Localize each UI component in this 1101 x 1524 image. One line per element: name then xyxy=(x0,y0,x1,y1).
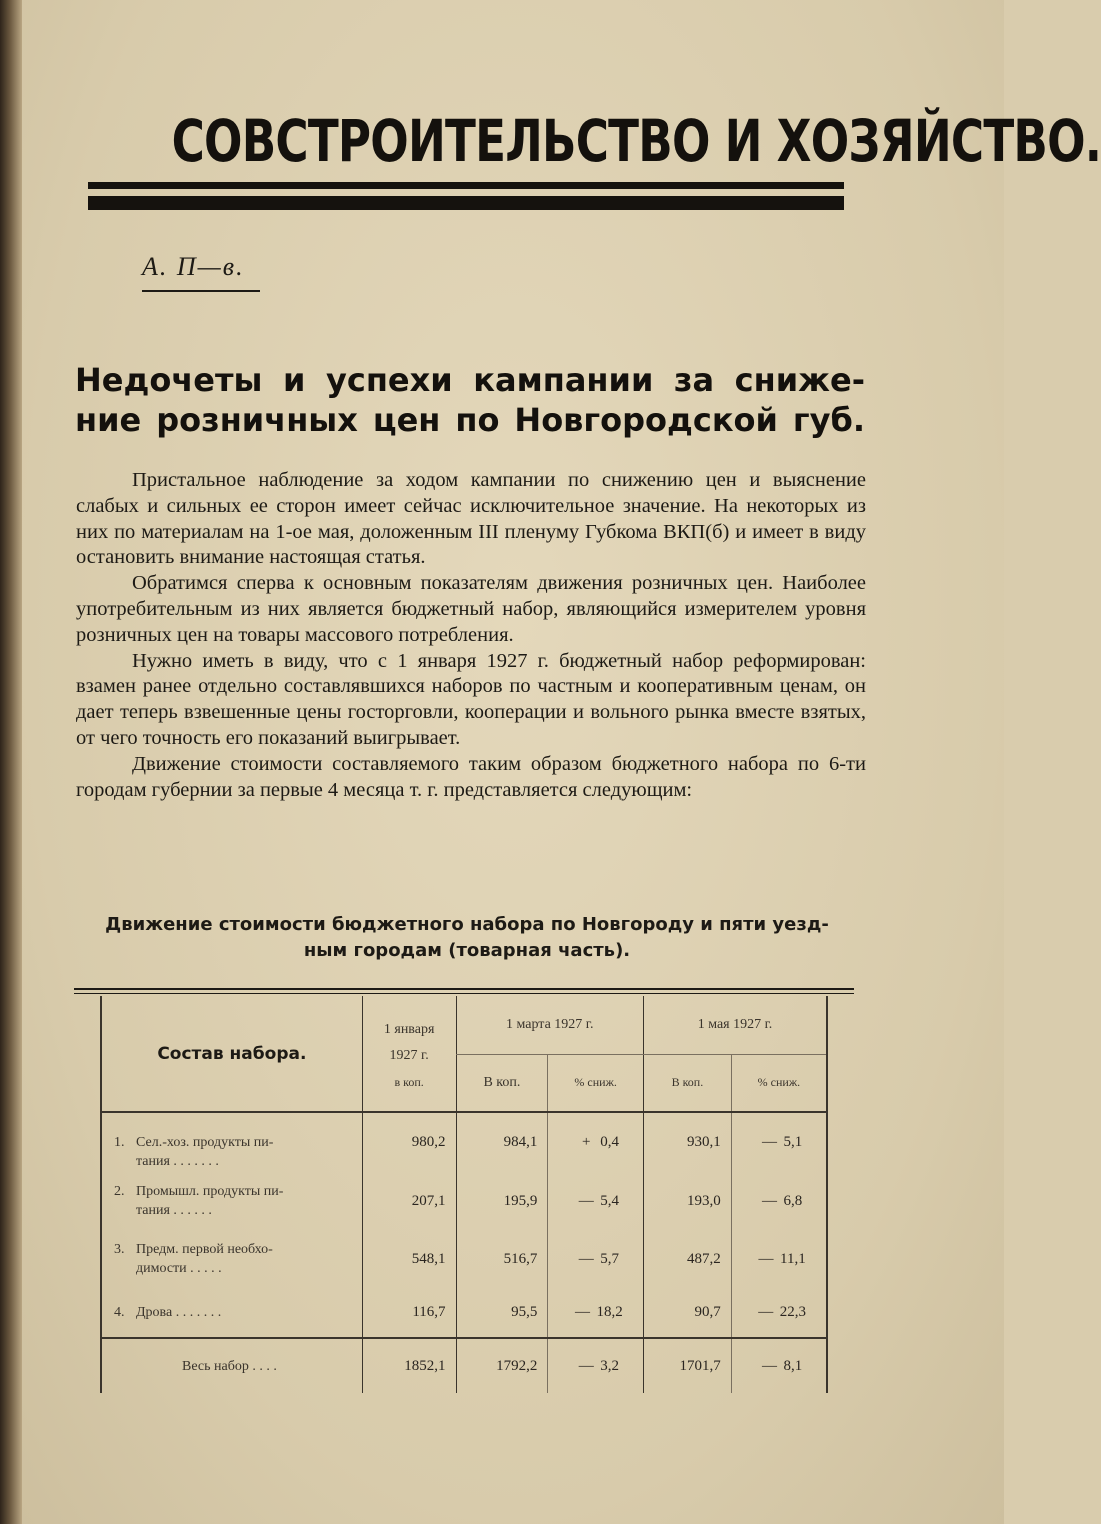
paragraph-1: Пристальное наблюдение за ходом кампании по снижению цен и выяснение слабых и сильных ее сторон имеет сейчас исключительное значение. На некоторых из них по материалам на 1-ое мая, доложенным III пленуму Губкома ВКП(б) и имеет в виду остановить внимание настоящая статья. xyxy=(76,469,866,569)
header-mar-pct: % сниж. xyxy=(548,1054,644,1112)
header-mar-kop: В коп. xyxy=(456,1054,548,1112)
cell-may-kop: 930,1 xyxy=(643,1112,731,1172)
cell-jan: 116,7 xyxy=(362,1288,456,1338)
total-name: Весь набор . . . . xyxy=(101,1338,362,1393)
cell-may-pct: — 6,8 xyxy=(731,1172,827,1230)
cell-may-kop: 487,2 xyxy=(643,1230,731,1288)
total-jan: 1852,1 xyxy=(362,1338,456,1393)
table-row xyxy=(101,1172,827,1230)
cell-mar-kop: 195,9 xyxy=(456,1172,548,1230)
table-rule-top xyxy=(74,988,854,990)
article-author: А. П—в. xyxy=(142,252,245,281)
table-title-line-1: Движение стоимости бюджетного набора по Новгороду и пяти уезд- xyxy=(105,914,829,935)
masthead-rule-bottom xyxy=(88,196,844,210)
article-title-line-2: ние розничных цен по Новгородской губ. xyxy=(75,401,865,439)
cell-jan: 207,1 xyxy=(362,1172,456,1230)
cell-may-kop: 193,0 xyxy=(643,1172,731,1230)
table-row xyxy=(101,1230,827,1288)
cell-may-pct: — 11,1 xyxy=(731,1230,827,1288)
cell-mar-pct: — 18,2 xyxy=(548,1288,644,1338)
cell-mar-kop: 516,7 xyxy=(456,1230,548,1288)
total-mar-pct: — 3,2 xyxy=(548,1338,644,1393)
cell-mar-pct: — 5,4 xyxy=(548,1172,644,1230)
header-may-kop: В коп. xyxy=(643,1054,731,1112)
author-underline xyxy=(142,290,260,292)
budget-table xyxy=(100,996,828,1393)
table-title-line-2: ным городам (товарная часть). xyxy=(303,940,631,961)
cell-may-pct: — 22,3 xyxy=(731,1288,827,1338)
cell-may-pct: — 5,1 xyxy=(731,1112,827,1172)
row-name: 3. Предм. первой необхо- димости . . . . . xyxy=(101,1230,362,1288)
header-jan-line-3: в коп. xyxy=(394,1074,424,1089)
article-title xyxy=(75,360,865,440)
row-name: 2. Промышл. продукты пи- тания . . . . . . xyxy=(101,1172,362,1230)
cell-mar-pct: — 5,7 xyxy=(548,1230,644,1288)
header-may-pct: % сниж. xyxy=(731,1054,827,1112)
header-composition: Состав набора. xyxy=(101,996,362,1112)
table-row xyxy=(101,1288,827,1338)
total-mar-kop: 1792,2 xyxy=(456,1338,548,1393)
cell-jan: 548,1 xyxy=(362,1230,456,1288)
table-title xyxy=(72,912,862,964)
article-title-line-1: Недочеты и успехи кампании за сниже- xyxy=(75,361,865,399)
cell-mar-kop: 984,1 xyxy=(456,1112,548,1172)
article-body xyxy=(76,468,866,803)
header-jan-line-1: 1 января xyxy=(383,1021,435,1037)
masthead-rule-top xyxy=(88,182,844,189)
total-may-pct: — 8,1 xyxy=(731,1338,827,1393)
paragraph-2: Обратимся сперва к основным показателям движения розничных цен. Наиболее употребительным из них является бюджетный набор, являющийся измерителем уровня розничных цен на товары массового потребления. xyxy=(76,572,866,646)
cell-mar-kop: 95,5 xyxy=(456,1288,548,1338)
header-mar: 1 марта 1927 г. xyxy=(456,996,643,1054)
table-row xyxy=(101,1112,827,1172)
paragraph-3: Нужно иметь в виду, что с 1 января 1927 г. бюджетный набор реформирован: взамен ранее отдельно составлявшихся наборов по частным и кооперативным ценам, он дает теперь взвешенные цены госторговли, кооперации и вольного рынка вместе взятых, от чего точность его показаний выигрывает. xyxy=(76,649,866,749)
cell-mar-pct: + 0,4 xyxy=(548,1112,644,1172)
header-jan xyxy=(362,996,456,1112)
cell-jan: 980,2 xyxy=(362,1112,456,1172)
header-jan-line-2: 1927 г. xyxy=(389,1047,429,1063)
book-spine-shadow xyxy=(0,0,22,1524)
row-name: 4. Дрова . . . . . . . xyxy=(101,1288,362,1338)
row-name: 1. Сел.-хоз. продукты пи- тания . . . . . . . xyxy=(101,1112,362,1172)
section-masthead: СОВСТРОИТЕЛЬСТВО И ХОЗЯЙСТВО. xyxy=(171,107,1101,175)
table-row-total xyxy=(101,1338,827,1393)
table-rule-top-thin xyxy=(74,993,854,994)
cell-may-kop: 90,7 xyxy=(643,1288,731,1338)
header-may: 1 мая 1927 г. xyxy=(643,996,827,1054)
paragraph-4: Движение стоимости составляемого таким образом бюджетного набора по 6-ти городам губернии за первые 4 месяца т. г. представляется следующим: xyxy=(76,752,866,801)
total-may-kop: 1701,7 xyxy=(643,1338,731,1393)
